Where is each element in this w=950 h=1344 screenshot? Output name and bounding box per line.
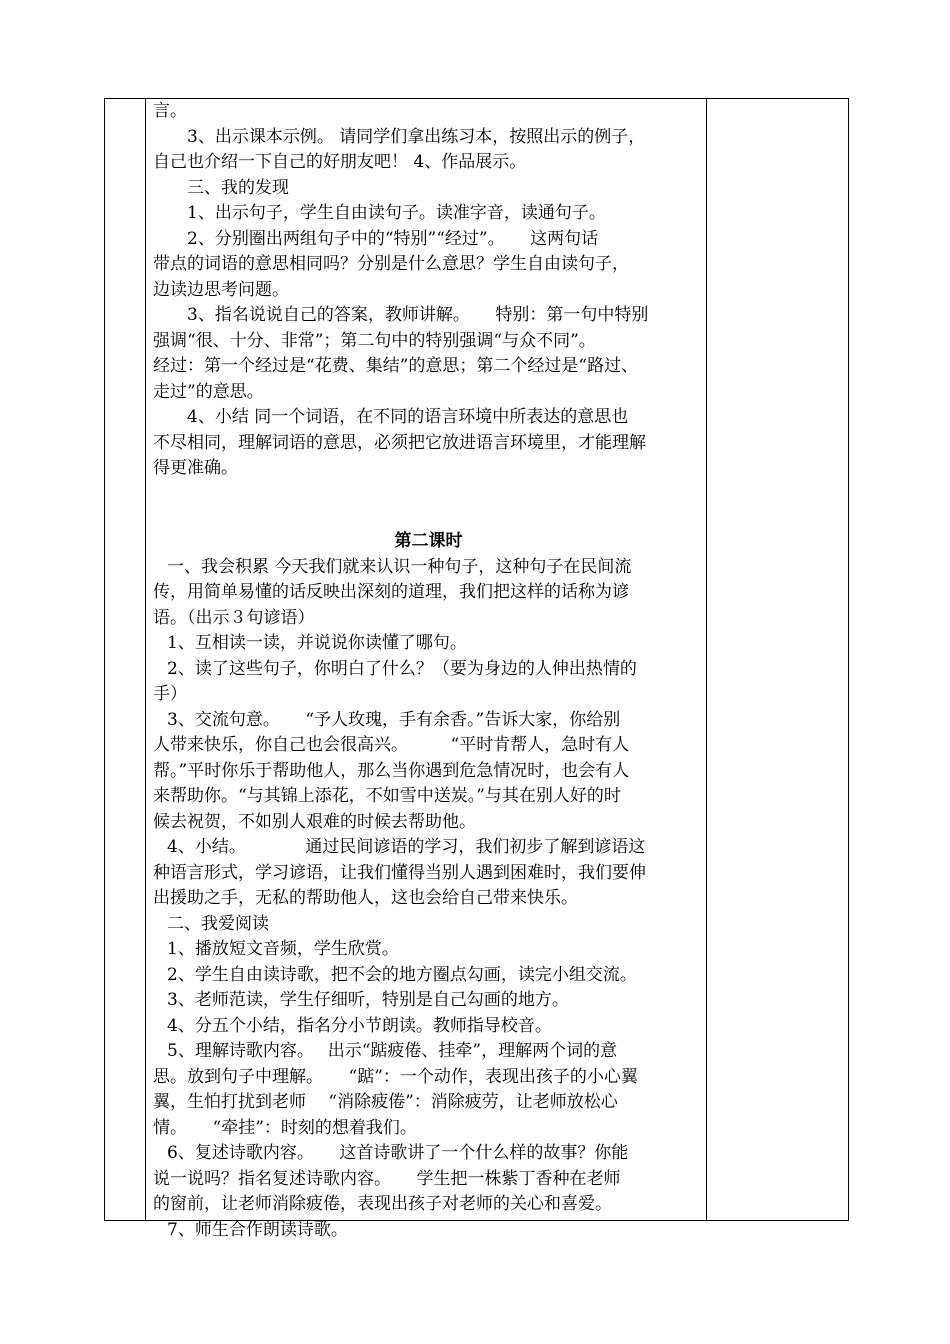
- lesson-table: [104, 98, 849, 1240]
- text-line: 4、小结 同一个词语，在不同的语言环境中所表达的意思也: [187, 407, 629, 427]
- text-line: 边读边思考问题。: [153, 279, 289, 300]
- text-line: 不尽相同，理解词语的意思，必须把它放进语言环境里，才能理解: [153, 432, 646, 453]
- text-line: 来帮助你。“与其锦上添花，不如雪中送炭。”与其在别人好的时: [153, 786, 621, 806]
- lesson-content-cell: [153, 99, 704, 1243]
- text-line: 4、小结。 通过民间谚语的学习，我们初步了解到谚语这: [167, 837, 646, 857]
- text-line: 说一说吗？指名复述诗歌内容。 学生把一株紫丁香种在老师: [153, 1168, 621, 1189]
- text-line: 7、师生合作朗读诗歌。: [167, 1219, 348, 1240]
- text-line: 2、学生自由读诗歌，把不会的地方圈点勾画，读完小组交流。: [167, 964, 637, 985]
- text-line: 手）: [153, 684, 187, 704]
- text-line: 4、分五个小结，指名分小节朗读。教师指导校音。: [167, 1015, 552, 1036]
- text-line: 人带来快乐，你自己也会很高兴。 “平时肯帮人，急时有人: [153, 735, 630, 755]
- text-line: 思。放到句子中理解。 “踮”：一个动作，表现出孩子的小心翼: [153, 1066, 638, 1087]
- text-line: 二、我爱阅读: [167, 913, 269, 934]
- text-line: 出援助之手，无私的帮助他人，这也会给自己带来快乐。: [153, 888, 578, 908]
- text-line: 三、我的发现: [187, 177, 289, 198]
- text-line: 翼，生怕打扰到老师 “消除疲倦”：消除疲劳，让老师放松心: [153, 1092, 618, 1112]
- section-first-lesson-end: [153, 99, 704, 482]
- text-line: 经过：第一个经过是“花费、集结”的意思；第二个经过是“路过、: [153, 356, 639, 376]
- text-line: 6、复述诗歌内容。 这首诗歌讲了一个什么样的故事？你能: [167, 1143, 629, 1163]
- text-line: 情。 “牵挂”：时刻的想着我们。: [153, 1117, 417, 1138]
- column-divider-right: [706, 99, 707, 1220]
- text-line: 1、出示句子，学生自由读句子。读准字音，读通句子。: [187, 203, 606, 223]
- text-line: 5、理解诗歌内容。 出示“踮疲倦、挂牵”，理解两个词的意: [167, 1041, 618, 1061]
- lesson-title: 第二课时: [394, 531, 463, 551]
- text-line: 言。: [153, 101, 187, 121]
- text-line: 1、播放短文音频，学生欣赏。: [167, 939, 399, 959]
- text-line: 3、交流句意。 “予人玫瑰，手有余香。”告诉大家，你给别: [167, 709, 621, 730]
- text-line: 的窗前，让老师消除疲倦，表现出孩子对老师的关心和喜爱。: [153, 1194, 612, 1214]
- column-divider-left: [145, 99, 146, 1220]
- text-line: 强调“很、十分、非常”；第二句中的特别强调“与众不同”。: [153, 330, 596, 351]
- text-line: 自己也介绍一下自己的好朋友吧！ 4、作品展示。: [153, 152, 527, 172]
- text-line: 走过”的意思。: [153, 381, 264, 402]
- text-line: 传，用简单易懂的话反映出深刻的道理，我们把这样的话称为谚: [153, 582, 629, 602]
- blank-gap: [153, 482, 704, 508]
- text-line: 种语言形式，学习谚语，让我们懂得当别人遇到困难时，我们要伸: [153, 862, 646, 883]
- text-line: 3、老师范读，学生仔细听，特别是自己勾画的地方。: [167, 990, 569, 1010]
- text-line: 3、出示课本示例。 请同学们拿出练习本，按照出示的例子，: [187, 126, 646, 147]
- text-line: 2、分别圈出两组句子中的“特别”“经过”。 这两句话: [187, 228, 599, 249]
- text-line: 3、指名说说自己的答案，教师讲解。 特别：第一句中特别: [187, 305, 649, 325]
- text-line: 语。（出示３句谚语）: [153, 607, 315, 628]
- text-line: 带点的词语的意思相同吗？分别是什么意思？学生自由读句子，: [153, 254, 629, 274]
- text-line: 帮。”平时你乐于帮助他人，那么当你遇到危急情况时，也会有人: [153, 760, 630, 781]
- text-line: 2、读了这些句子，你明白了什么？（要为身边的人伸出热情的: [167, 658, 637, 679]
- section-second-lesson: [153, 555, 704, 1244]
- text-line: 一、我会积累 今天我们就来认识一种句子，这种句子在民间流: [167, 556, 632, 577]
- text-line: 得更准确。: [153, 458, 238, 478]
- blank-gap: [153, 507, 704, 529]
- text-line: 候去祝贺，不如别人艰难的时候去帮助他。: [153, 811, 476, 832]
- text-line: 1、互相读一读，并说说你读懂了哪句。: [167, 633, 467, 653]
